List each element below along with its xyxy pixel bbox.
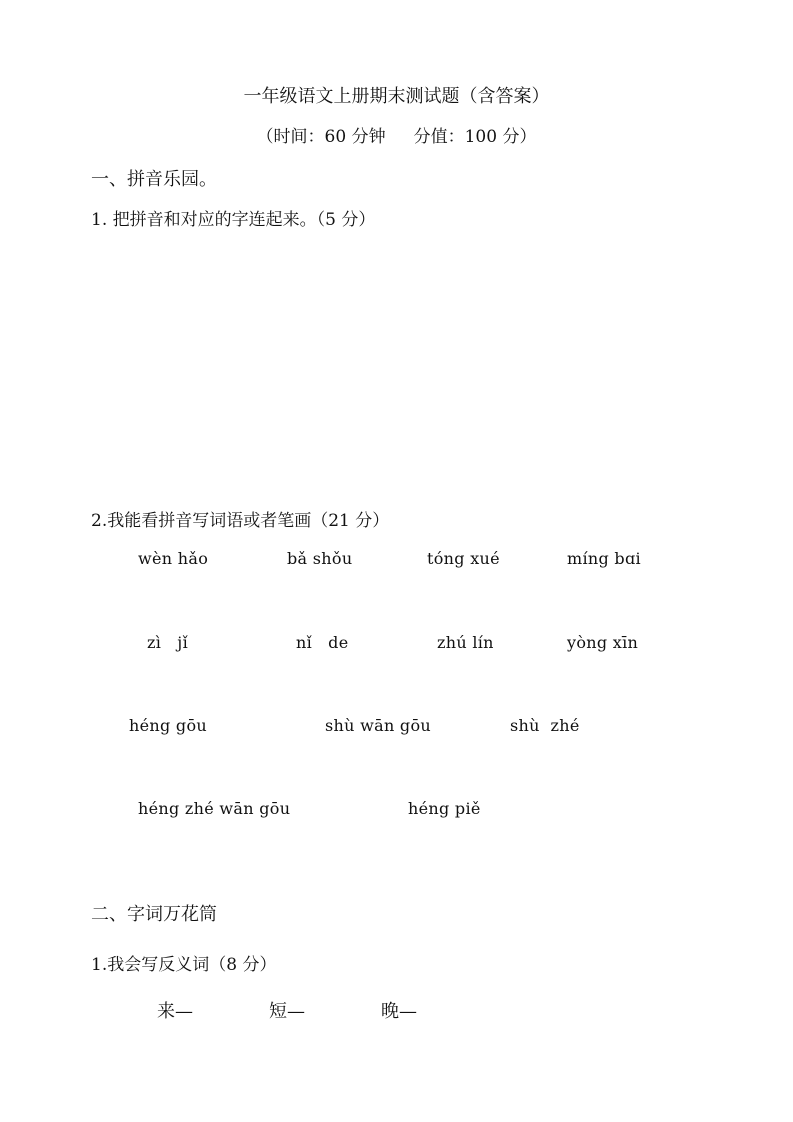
pinyin-item: shù wān gōu xyxy=(325,716,432,735)
pinyin-item: bǎ shǒu xyxy=(287,549,353,568)
antonym-item: 短— xyxy=(269,1001,305,1022)
page-title: 一年级语文上册期末测试题（含答案） xyxy=(243,86,550,107)
section-heading-pinyin: 一、拼音乐园。 xyxy=(91,169,217,190)
pinyin-item: nǐ de xyxy=(296,633,349,652)
pinyin-item: wèn hǎo xyxy=(138,549,209,568)
exam-score: 分值：100 分） xyxy=(413,127,537,147)
pinyin-item: shù zhé xyxy=(510,716,580,735)
pinyin-item: héng gōu xyxy=(129,716,207,735)
pinyin-item: zhú lín xyxy=(437,633,494,652)
exam-time: （时间：60 分钟 xyxy=(256,127,386,147)
antonym-item: 来— xyxy=(157,1001,193,1022)
pinyin-item: míng bɑi xyxy=(567,549,641,568)
pinyin-item: héng piě xyxy=(408,799,481,818)
pinyin-item: yòng xīn xyxy=(567,633,639,652)
question-antonyms: 1.我会写反义词（8 分） xyxy=(91,955,277,975)
question-2-write-words: 2.我能看拼音写词语或者笔画（21 分） xyxy=(91,511,390,531)
question-1-matching: 1. 把拼音和对应的字连起来。（5 分） xyxy=(91,210,376,230)
exam-info xyxy=(0,129,793,146)
antonym-item: 晚— xyxy=(381,1001,417,1022)
pinyin-item: tóng xué xyxy=(427,549,500,568)
pinyin-item: héng zhé wān gōu xyxy=(138,799,291,818)
pinyin-item: zì jǐ xyxy=(147,633,188,652)
section-heading-words: 二、字词万花筒 xyxy=(91,904,217,925)
